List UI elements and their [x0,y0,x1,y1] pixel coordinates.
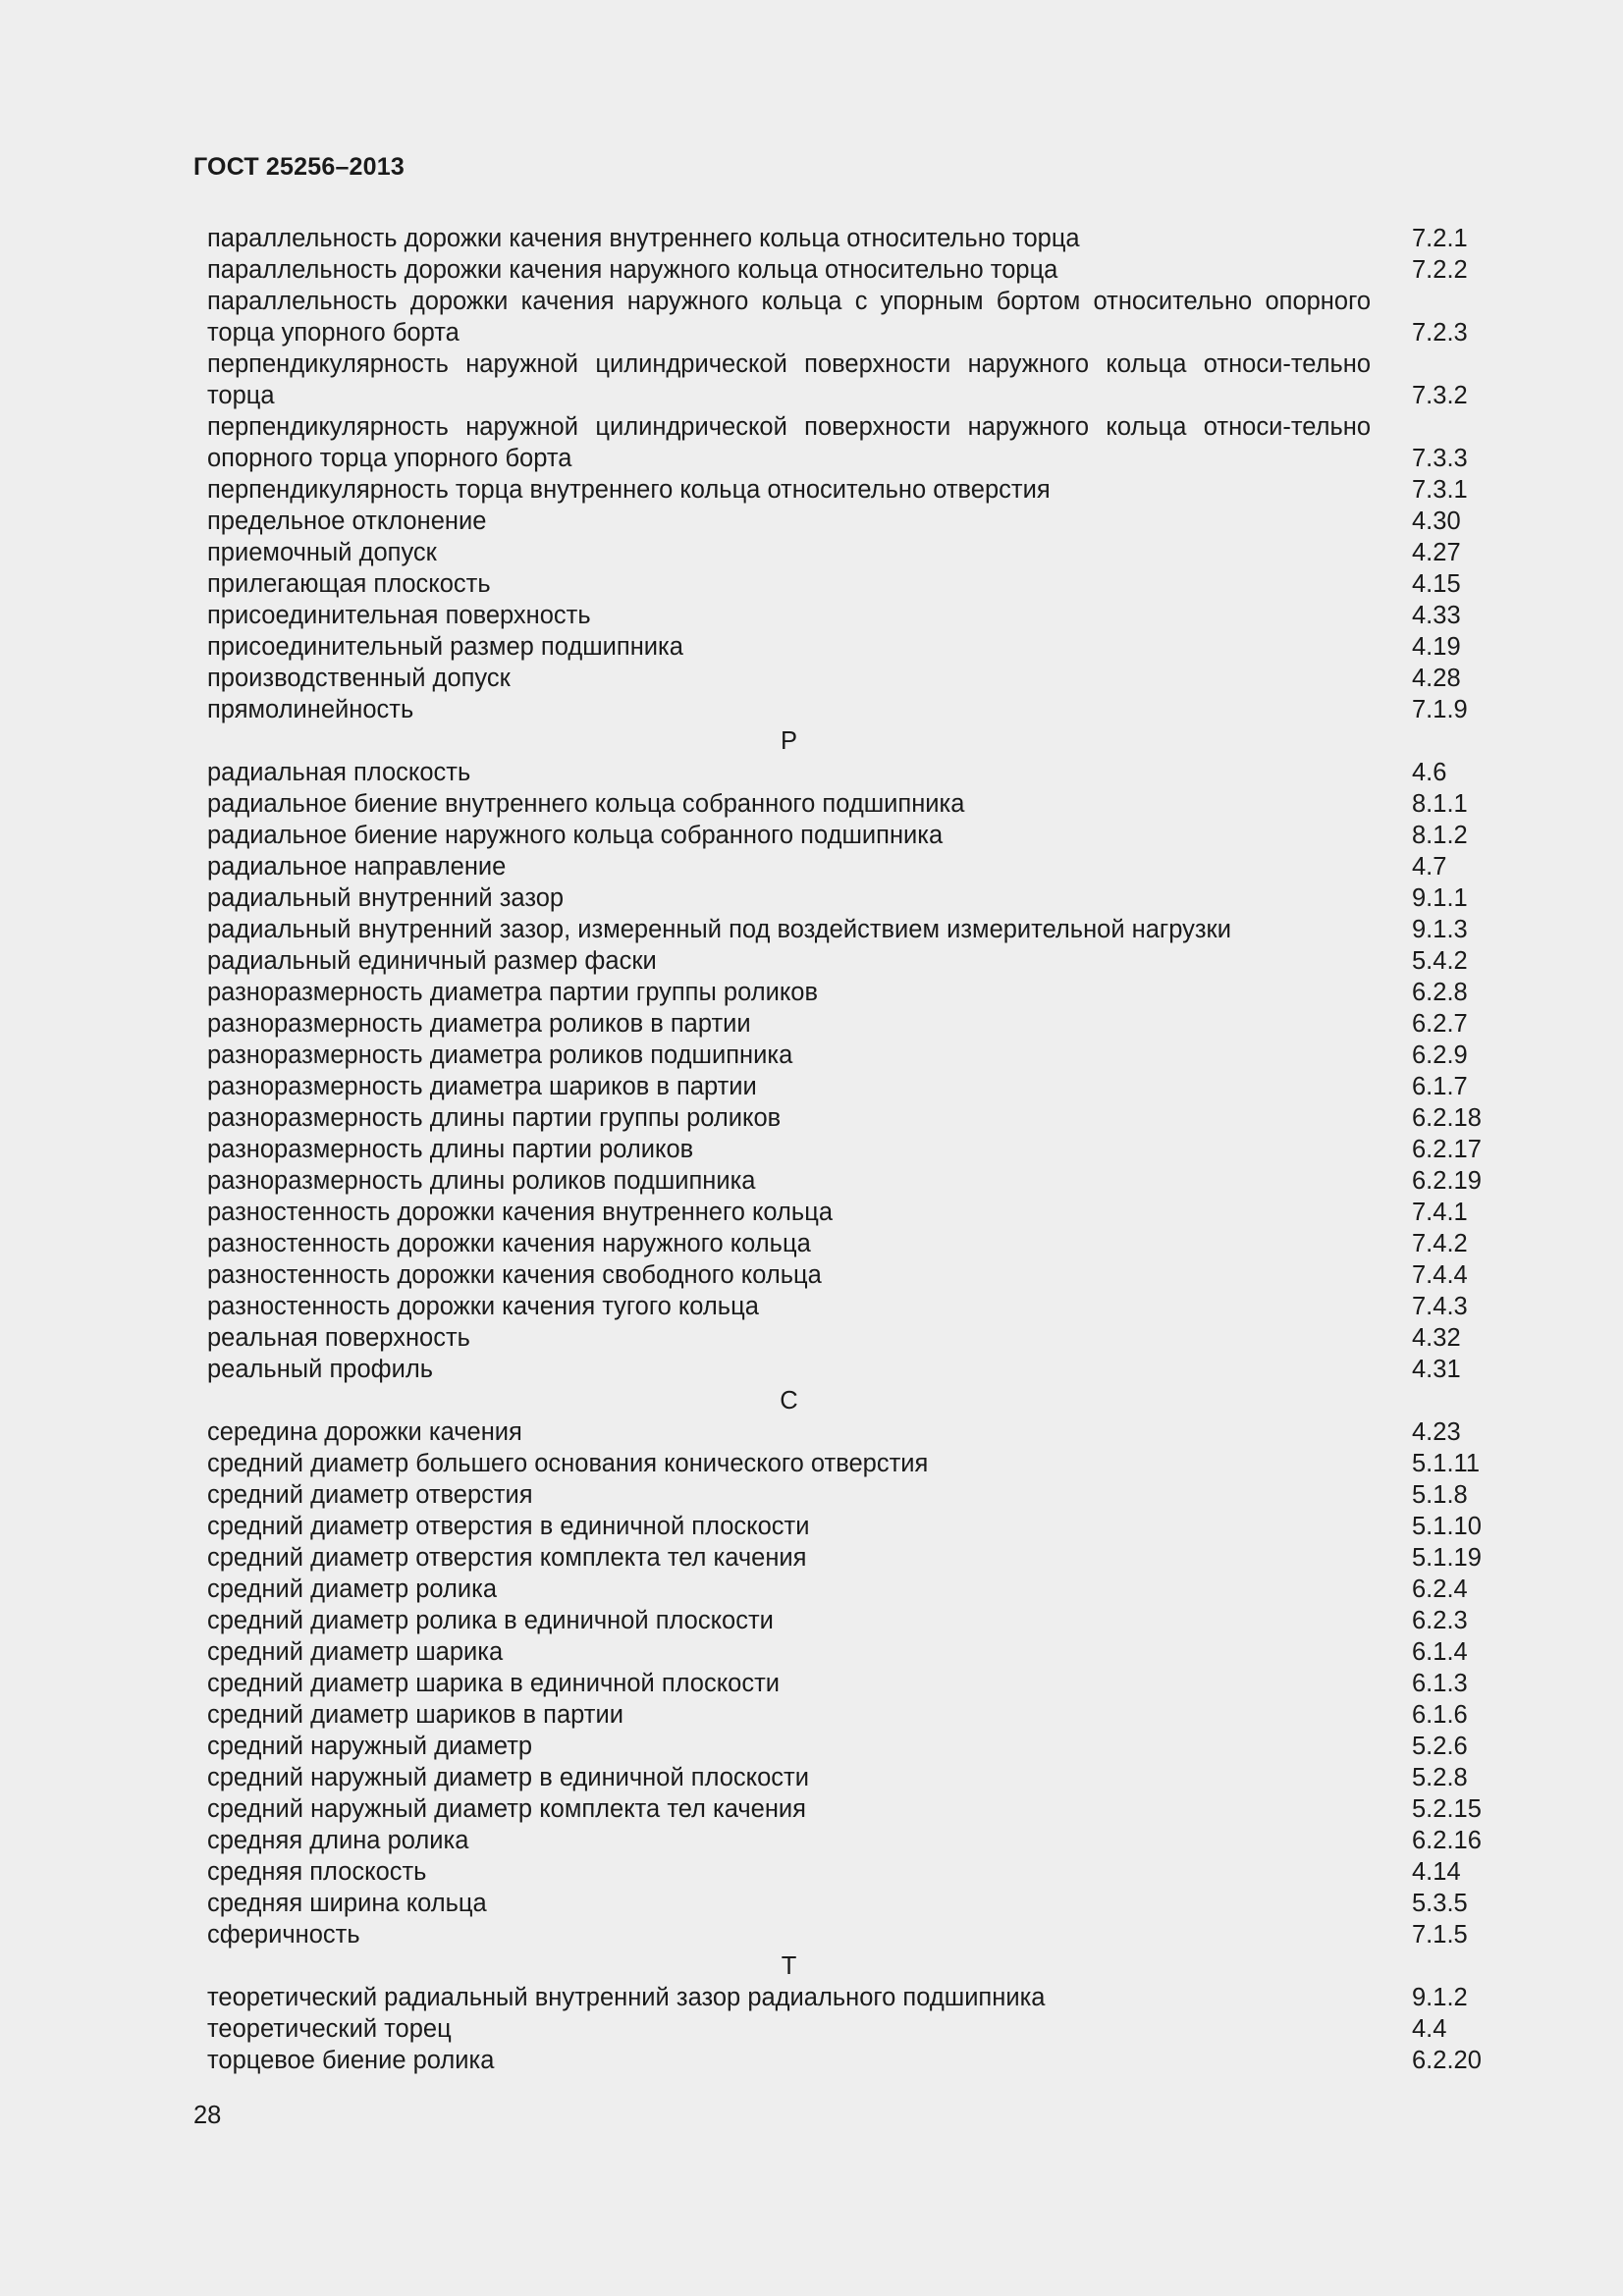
index-term: перпендикулярность торца внутреннего кольца относительно отверстия [207,476,1051,504]
index-clause-reference: 6.2.17 [1412,1136,1482,1163]
index-entry [207,1259,1484,1291]
index-entry [207,1416,1484,1448]
index-entry [207,506,1484,537]
index-term: производственный допуск [207,665,511,692]
document-header: ГОСТ 25256–2013 [193,153,405,181]
index-entry [207,1919,1484,1950]
index-term: разноразмерность диаметра роликов в партии [207,1010,751,1038]
index-entry [207,1197,1484,1228]
index-clause-reference: 9.1.3 [1412,916,1468,943]
index-entry [207,1574,1484,1605]
index-term: средний диаметр шариков в партии [207,1701,623,1729]
index-clause-reference: 6.2.8 [1412,979,1468,1006]
index-term: средний наружный диаметр в единичной плоскости [207,1764,809,1791]
index-entry [207,537,1484,568]
index-clause-reference: 7.2.3 [1412,319,1468,347]
index-term: разноразмерность длины партии роликов [207,1136,694,1163]
index-term: средний диаметр шарика [207,1638,504,1666]
index-term: разноразмерность длины партии группы роликов [207,1104,782,1132]
page-number: 28 [193,2102,222,2129]
index-entry [207,1511,1484,1542]
index-entry [207,1982,1484,2013]
index-term: торцевое биение ролика [207,2047,495,2074]
index-clause-reference: 5.1.11 [1412,1450,1481,1477]
index-clause-reference: 8.1.2 [1412,822,1468,849]
index-clause-reference: 4.19 [1412,633,1461,661]
index-term: средний наружный диаметр комплекта тел качения [207,1795,806,1823]
index-entry [207,757,1484,788]
index-entry [207,348,1484,411]
index-entry [207,1762,1484,1793]
index-clause-reference: 6.2.19 [1412,1167,1482,1195]
index-entry [207,914,1484,945]
index-clause-reference: 5.1.19 [1412,1544,1482,1572]
index-clause-reference: 5.3.5 [1412,1890,1468,1917]
index-term: разностенность дорожки качения свободного кольца [207,1261,822,1289]
index-entry [207,1448,1484,1479]
index-term: перпендикулярность наружной цилиндрической поверхности наружного кольца относи-тельно торца [207,350,1371,409]
index-clause-reference: 7.4.3 [1412,1293,1468,1320]
index-term: прямолинейность [207,696,414,723]
index-term: разноразмерность длины роликов подшипника [207,1167,756,1195]
index-term: средний диаметр отверстия в единичной плоскости [207,1513,810,1540]
index-entry [207,1542,1484,1574]
index-term: реальный профиль [207,1356,434,1383]
index-clause-reference: 4.32 [1412,1324,1461,1352]
index-term: радиальный внутренний зазор, измеренный под воздействием измерительной нагрузки [207,916,1231,943]
index-term: середина дорожки качения [207,1418,522,1446]
index-entry [207,1825,1484,1856]
index-term: прилегающая плоскость [207,570,491,598]
index-term: разноразмерность диаметра роликов подшипника [207,1041,793,1069]
index-clause-reference: 5.1.10 [1412,1513,1482,1540]
index-clause-reference: 4.27 [1412,539,1461,566]
index-term: средняя плоскость [207,1858,427,1886]
index-term: присоединительная поверхность [207,602,591,629]
index-clause-reference: 4.30 [1412,507,1461,535]
index-entry [207,945,1484,977]
index-entry [207,977,1484,1008]
index-entry [207,1354,1484,1385]
index-term: средний диаметр ролика в единичной плоскости [207,1607,774,1634]
index-clause-reference: 6.2.18 [1412,1104,1482,1132]
index-entry [207,411,1484,474]
index-clause-reference: 5.2.8 [1412,1764,1468,1791]
section-letter-heading: Т [781,1952,797,1980]
index-entry [207,631,1484,663]
index-clause-reference: 4.15 [1412,570,1461,598]
index-clause-reference: 7.1.5 [1412,1921,1468,1949]
index-term: разноразмерность диаметра партии группы роликов [207,979,818,1006]
index-clause-reference: 9.1.2 [1412,1984,1468,2011]
index-clause-reference: 6.1.3 [1412,1670,1468,1697]
index-term: радиальное биение наружного кольца собранного подшипника [207,822,944,849]
index-term: радиальный единичный размер фаски [207,947,657,975]
index-entry [207,694,1484,725]
index-entry [207,600,1484,631]
index-entry [207,254,1484,286]
index-entry [207,882,1484,914]
index-clause-reference: 4.7 [1412,853,1447,881]
index-term: перпендикулярность наружной цилиндрической поверхности наружного кольца относи-тельно опорного торца упорного борта [207,413,1371,472]
index-entry [207,663,1484,694]
index-clause-reference: 7.4.4 [1412,1261,1468,1289]
index-term: средний диаметр большего основания конического отверстия [207,1450,929,1477]
index-entry [207,223,1484,254]
index-term: разностенность дорожки качения наружного кольца [207,1230,811,1257]
index-term: реальная поверхность [207,1324,470,1352]
index-entry [207,1228,1484,1259]
index-term: разноразмерность диаметра шариков в партии [207,1073,757,1100]
index-entry [207,1291,1484,1322]
index-clause-reference: 6.1.6 [1412,1701,1468,1729]
index-clause-reference: 9.1.1 [1412,884,1468,912]
index-clause-reference: 7.4.1 [1412,1199,1468,1226]
index-term: средний наружный диаметр [207,1733,533,1760]
index-clause-reference: 5.4.2 [1412,947,1468,975]
index-clause-reference: 7.3.2 [1412,382,1468,409]
index-clause-reference: 7.1.9 [1412,696,1468,723]
index-entry [207,1793,1484,1825]
section-letter-heading: Р [780,727,797,755]
index-clause-reference: 4.28 [1412,665,1461,692]
index-term: средний диаметр отверстия [207,1481,533,1509]
index-clause-reference: 4.23 [1412,1418,1461,1446]
index-entry [207,474,1484,506]
index-term: средняя длина ролика [207,1827,469,1854]
index-entry [207,1040,1484,1071]
index-entry [207,1102,1484,1134]
index-clause-reference: 6.2.9 [1412,1041,1468,1069]
index-term: радиальное направление [207,853,507,881]
index-term: приемочный допуск [207,539,437,566]
index-clause-reference: 7.2.1 [1412,225,1468,252]
index-entry [207,2013,1484,2045]
index-entry [207,2045,1484,2076]
index-entry [207,1479,1484,1511]
index-clause-reference: 6.1.7 [1412,1073,1468,1100]
index-entry [207,851,1484,882]
index-term: разностенность дорожки качения внутреннего кольца [207,1199,834,1226]
index-term: средний диаметр отверстия комплекта тел качения [207,1544,807,1572]
index-entry [207,1322,1484,1354]
index-clause-reference: 5.2.6 [1412,1733,1468,1760]
index-clause-reference: 6.1.4 [1412,1638,1468,1666]
index-entry [207,1605,1484,1636]
index-entry [207,1888,1484,1919]
index-entry [207,1636,1484,1668]
index-entry [207,820,1484,851]
index-entry [207,788,1484,820]
index-term: теоретический радиальный внутренний зазор радиального подшипника [207,1984,1046,2011]
index-entry [207,1699,1484,1731]
index-clause-reference: 5.2.15 [1412,1795,1482,1823]
index-clause-reference: 4.33 [1412,602,1461,629]
index-term: разностенность дорожки качения тугого кольца [207,1293,759,1320]
index-term: радиальная плоскость [207,759,471,786]
index-clause-reference: 8.1.1 [1412,790,1468,818]
index-clause-reference: 4.14 [1412,1858,1461,1886]
index-clause-reference: 6.2.4 [1412,1575,1468,1603]
index-term: радиальное биение внутреннего кольца собранного подшипника [207,790,965,818]
index-clause-reference: 4.6 [1412,759,1447,786]
index-clause-reference: 6.2.20 [1412,2047,1482,2074]
alphabetical-term-index [207,223,1484,2076]
index-term: радиальный внутренний зазор [207,884,565,912]
index-term: параллельность дорожки качения наружного кольца относительно торца [207,256,1058,284]
index-entry [207,1134,1484,1165]
index-clause-reference: 6.2.16 [1412,1827,1482,1854]
index-clause-reference: 7.2.2 [1412,256,1468,284]
index-term: присоединительный размер подшипника [207,633,683,661]
index-clause-reference: 7.3.1 [1412,476,1468,504]
index-clause-reference: 6.2.7 [1412,1010,1468,1038]
index-term: предельное отклонение [207,507,487,535]
index-term: параллельность дорожки качения внутреннего кольца относительно торца [207,225,1080,252]
index-clause-reference: 4.31 [1412,1356,1461,1383]
index-entry [207,1165,1484,1197]
index-entry [207,1071,1484,1102]
index-term: параллельность дорожки качения наружного кольца с упорным бортом относительно опорного торца упорного борта [207,288,1371,347]
index-entry [207,1856,1484,1888]
index-term: средняя ширина кольца [207,1890,487,1917]
index-entry [207,568,1484,600]
index-clause-reference: 5.1.8 [1412,1481,1468,1509]
index-term: средний диаметр ролика [207,1575,498,1603]
index-clause-reference: 6.2.3 [1412,1607,1468,1634]
index-term: теоретический торец [207,2015,452,2043]
index-entry [207,1008,1484,1040]
index-term: средний диаметр шарика в единичной плоскости [207,1670,781,1697]
section-letter-heading: С [780,1387,798,1415]
index-entry [207,1731,1484,1762]
index-clause-reference: 7.3.3 [1412,445,1468,472]
index-clause-reference: 4.4 [1412,2015,1447,2043]
index-term: сферичность [207,1921,360,1949]
index-clause-reference: 7.4.2 [1412,1230,1468,1257]
index-entry [207,1668,1484,1699]
index-entry [207,286,1484,348]
